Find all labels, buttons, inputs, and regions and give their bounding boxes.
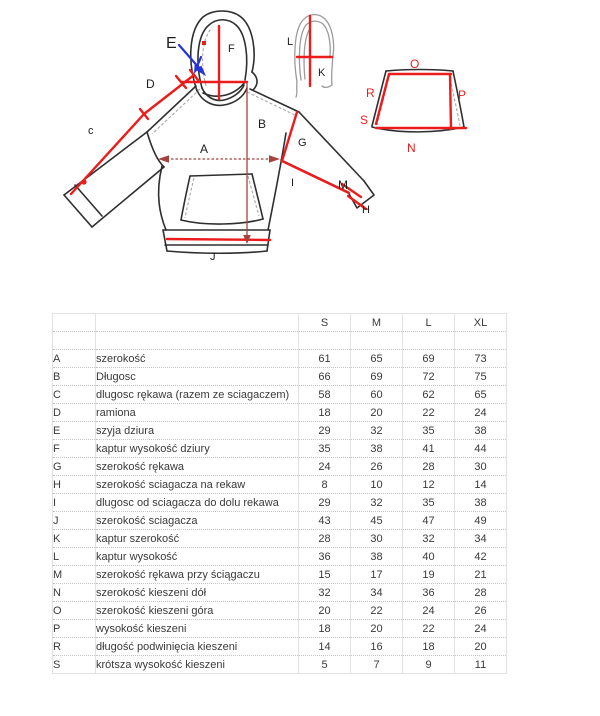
label-E: E [166, 35, 177, 52]
hoodie-measurement-diagram [0, 0, 600, 310]
table-row [53, 368, 507, 386]
measure-value: 30 [455, 458, 507, 476]
measure-value: 9 [403, 656, 455, 674]
measure-value: 28 [403, 458, 455, 476]
measure-name: wysokość kieszeni [96, 620, 299, 638]
label-N: N [407, 141, 416, 155]
measure-letter: D [53, 404, 96, 422]
label-c: c [88, 125, 94, 137]
measure-value: 42 [455, 548, 507, 566]
measure-value: 7 [351, 656, 403, 674]
measure-value: 62 [403, 386, 455, 404]
measure-value: 40 [403, 548, 455, 566]
measure-name: szerokość kieszeni góra [96, 602, 299, 620]
hood-dot-marker [202, 41, 206, 45]
table-row [53, 512, 507, 530]
measure-line-P [450, 74, 451, 129]
label-L: L [287, 36, 294, 48]
measure-value: 19 [403, 566, 455, 584]
label-R: R [366, 86, 375, 100]
measure-value: 26 [455, 602, 507, 620]
label-M: M [338, 178, 348, 192]
label-J: J [210, 251, 216, 263]
measure-value: 30 [351, 530, 403, 548]
measure-value: 66 [299, 368, 351, 386]
measure-value: 5 [299, 656, 351, 674]
measure-letter: L [53, 548, 96, 566]
measure-value: 24 [455, 404, 507, 422]
measure-value: 22 [403, 404, 455, 422]
measure-value: 38 [455, 422, 507, 440]
measure-value: 35 [299, 440, 351, 458]
measure-name: szerokość rękawa [96, 458, 299, 476]
measure-value: 17 [351, 566, 403, 584]
measure-letter: K [53, 530, 96, 548]
measure-name: długość podwinięcia kieszeni [96, 638, 299, 656]
size-table-wrap [52, 313, 507, 674]
measure-value: 58 [299, 386, 351, 404]
label-F: F [228, 43, 235, 55]
label-P: P [458, 88, 467, 102]
measure-value: 32 [351, 422, 403, 440]
table-row [53, 656, 507, 674]
measure-value: 43 [299, 512, 351, 530]
measure-value: 22 [403, 620, 455, 638]
measure-value: 38 [351, 440, 403, 458]
measure-name: szerokość kieszeni dół [96, 584, 299, 602]
measure-letter: M [53, 566, 96, 584]
size-table-body [53, 314, 507, 674]
label-H: H [362, 204, 370, 216]
measure-letter: A [53, 350, 96, 368]
measure-letter: S [53, 656, 96, 674]
measure-name: kaptur wysokość dziury [96, 440, 299, 458]
measure-value: 14 [299, 638, 351, 656]
table-row [53, 638, 507, 656]
table-row [53, 476, 507, 494]
measure-value: 11 [455, 656, 507, 674]
measure-letter: R [53, 638, 96, 656]
size-header-xl: XL [455, 314, 507, 332]
label-G: G [298, 137, 307, 149]
table-row [53, 584, 507, 602]
measure-value: 73 [455, 350, 507, 368]
table-row [53, 350, 507, 368]
measure-letter: F [53, 440, 96, 458]
measure-value: 38 [351, 548, 403, 566]
table-row [53, 440, 507, 458]
measure-name: szerokość [96, 350, 299, 368]
table-row [53, 602, 507, 620]
measure-line-G [282, 112, 297, 161]
size-header-l: L [403, 314, 455, 332]
measure-value: 24 [403, 602, 455, 620]
measure-value: 69 [403, 350, 455, 368]
measure-value: 14 [455, 476, 507, 494]
measure-name: szerokość rękawa przy ściągaczu [96, 566, 299, 584]
measure-value: 20 [351, 620, 403, 638]
label-K: K [318, 67, 326, 79]
label-A: A [200, 142, 209, 156]
measure-value: 32 [403, 530, 455, 548]
measure-value: 16 [351, 638, 403, 656]
measure-value: 29 [299, 494, 351, 512]
size-header-row [53, 314, 507, 332]
measure-value: 60 [351, 386, 403, 404]
table-row [53, 566, 507, 584]
measure-value: 24 [299, 458, 351, 476]
measure-letter: J [53, 512, 96, 530]
label-B: B [258, 117, 267, 131]
measure-value: 26 [351, 458, 403, 476]
measure-value: 47 [403, 512, 455, 530]
table-row [53, 458, 507, 476]
measure-value: 20 [299, 602, 351, 620]
measurement-lines [71, 16, 466, 244]
measure-letter: C [53, 386, 96, 404]
measure-value: 15 [299, 566, 351, 584]
measure-value: 8 [299, 476, 351, 494]
measure-letter: G [53, 458, 96, 476]
table-row [53, 548, 507, 566]
measure-value: 41 [403, 440, 455, 458]
label-I: I [291, 177, 295, 189]
measure-name: Długosc [96, 368, 299, 386]
table-row [53, 494, 507, 512]
diagram-labels [88, 35, 466, 263]
measure-value: 65 [455, 386, 507, 404]
measure-value: 24 [455, 620, 507, 638]
measure-value: 34 [455, 530, 507, 548]
header-empty-letter [53, 314, 96, 332]
measure-value: 38 [455, 494, 507, 512]
measure-value: 32 [351, 494, 403, 512]
table-row [53, 404, 507, 422]
header-empty-name [96, 314, 299, 332]
measure-name: szerokość sciagacza [96, 512, 299, 530]
measure-value: 35 [403, 422, 455, 440]
measure-name: kaptur szerokość [96, 530, 299, 548]
measure-letter: H [53, 476, 96, 494]
measure-letter: E [53, 422, 96, 440]
measure-value: 75 [455, 368, 507, 386]
measure-name: szyja dziura [96, 422, 299, 440]
measure-letter: N [53, 584, 96, 602]
measure-name: szerokość sciagacza na rekaw [96, 476, 299, 494]
measure-value: 18 [299, 620, 351, 638]
measure-value: 22 [351, 602, 403, 620]
measure-value: 21 [455, 566, 507, 584]
measure-value: 34 [351, 584, 403, 602]
measure-value: 65 [351, 350, 403, 368]
measure-letter: O [53, 602, 96, 620]
table-row [53, 386, 507, 404]
measure-line-J [167, 239, 270, 240]
measure-value: 49 [455, 512, 507, 530]
measure-value: 28 [455, 584, 507, 602]
measure-value: 12 [403, 476, 455, 494]
measure-value: 35 [403, 494, 455, 512]
measure-value: 36 [403, 584, 455, 602]
label-S: S [360, 113, 369, 127]
label-D: D [146, 77, 155, 91]
measure-letter: B [53, 368, 96, 386]
measure-value: 45 [351, 512, 403, 530]
spacer-row [53, 332, 507, 350]
measure-value: 36 [299, 548, 351, 566]
label-O: O [410, 57, 420, 71]
measure-name: dlugosc rękawa (razem ze sciagaczem) [96, 386, 299, 404]
measure-name: krótsza wysokość kieszeni [96, 656, 299, 674]
measure-letter: P [53, 620, 96, 638]
measure-value: 72 [403, 368, 455, 386]
measure-letter: I [53, 494, 96, 512]
measure-name: kaptur wysokość [96, 548, 299, 566]
table-row [53, 422, 507, 440]
measure-value: 32 [299, 584, 351, 602]
measure-value: 18 [403, 638, 455, 656]
measure-value: 20 [351, 404, 403, 422]
table-row [53, 620, 507, 638]
table-row [53, 530, 507, 548]
measure-value: 10 [351, 476, 403, 494]
measure-name: dlugosc od sciagacza do dolu rekawa [96, 494, 299, 512]
measure-value: 18 [299, 404, 351, 422]
measure-value: 44 [455, 440, 507, 458]
measure-value: 28 [299, 530, 351, 548]
measure-value: 29 [299, 422, 351, 440]
measure-value: 61 [299, 350, 351, 368]
measure-value: 69 [351, 368, 403, 386]
size-header-m: M [351, 314, 403, 332]
measure-name: ramiona [96, 404, 299, 422]
size-table [52, 313, 507, 674]
size-header-s: S [299, 314, 351, 332]
measure-value: 20 [455, 638, 507, 656]
